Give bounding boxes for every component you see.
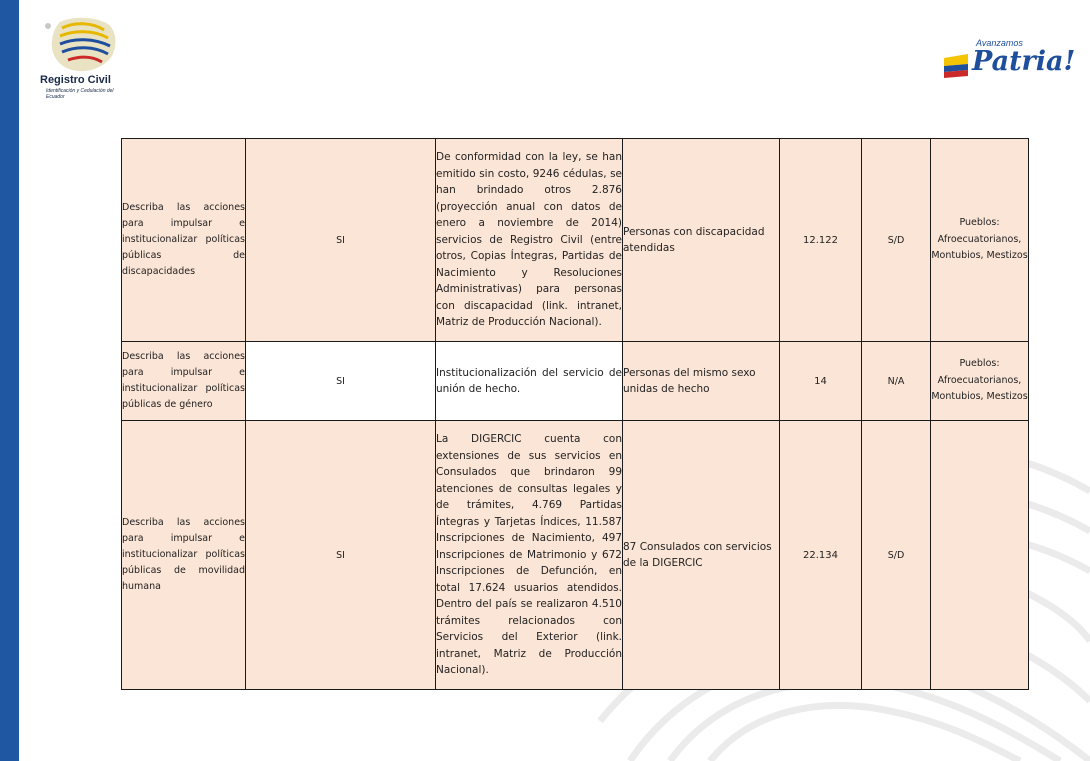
policy-actions-table (121, 138, 1029, 690)
detail-cell: La DIGERCIC cuenta con extensiones de sus servicios en Consulados que brindaron 99 atenciones de consultas legales y de trámites, 4.769 Partidas Íntegras y Tarjetas Índices, 11.587 Inscripciones de Nacimiento, 497 Inscripciones de Matrimonio y 672 Inscripciones de Defunción, en total 17.624 usuarios atendidos. Dentro del país se realizaron 4.510 trámites relacionados con Servicios del Exterior (link. intranet, Matriz de Producción Nacional). (436, 421, 623, 690)
target-cell: 87 Consulados con servicios de la DIGERCIC (623, 421, 780, 690)
answer-cell: SI (246, 139, 436, 342)
detail-cell: De conformidad con la ley, se han emitido sin costo, 9246 cédulas, se han brindado otros 2.876 (proyección anual con datos de enero a noviembre de 2014) servicios de Registro Civil (entre otros, Copias Íntegras, Partidas de Nacimiento y Resoluciones Administrativas) para personas con discapacidad (link. intranet, Matriz de Producción Nacional). (436, 139, 623, 342)
description-cell: Describa las acciones para impulsar e institucionalizar políticas públicas de movilidad humana (122, 421, 246, 690)
source-cell: N/A (862, 342, 931, 421)
side-accent-bar (0, 0, 19, 761)
source-cell: S/D (862, 421, 931, 690)
answer-cell: SI (246, 342, 436, 421)
table-row (122, 421, 1029, 690)
description-cell: Describa las acciones para impulsar e institucionalizar políticas públicas de discapacidades (122, 139, 246, 342)
description-cell: Describa las acciones para impulsar e institucionalizar políticas públicas de género (122, 342, 246, 421)
logo-subtitle: Identificación y Cedulación del Ecuador (46, 88, 114, 100)
number-cell: 14 (780, 342, 862, 421)
number-cell: 22.134 (780, 421, 862, 690)
target-cell: Personas del mismo sexo unidas de hecho (623, 342, 780, 421)
pueblos-cell: Pueblos: Afroecuatorianos, Montubios, Mestizos (931, 139, 1029, 342)
logo-name: Registro Civil (40, 74, 111, 86)
pueblos-cell (931, 421, 1029, 690)
slogan-main: Patria! (972, 46, 1076, 77)
answer-cell: SI (246, 421, 436, 690)
avanzamos-patria-logo (936, 32, 1076, 88)
registro-civil-logo (30, 12, 130, 112)
target-cell: Personas con discapacidad atendidas (623, 139, 780, 342)
table-row (122, 342, 1029, 421)
source-cell: S/D (862, 139, 931, 342)
detail-cell: Institucionalización del servicio de unión de hecho. (436, 342, 623, 421)
slogan-top: Avanzamos (976, 38, 1023, 48)
number-cell: 12.122 (780, 139, 862, 342)
table-row (122, 139, 1029, 342)
ecuador-map-emblem (42, 14, 124, 76)
pueblos-cell: Pueblos: Afroecuatorianos, Montubios, Mestizos (931, 342, 1029, 421)
ecuador-flag-icon (942, 54, 970, 78)
